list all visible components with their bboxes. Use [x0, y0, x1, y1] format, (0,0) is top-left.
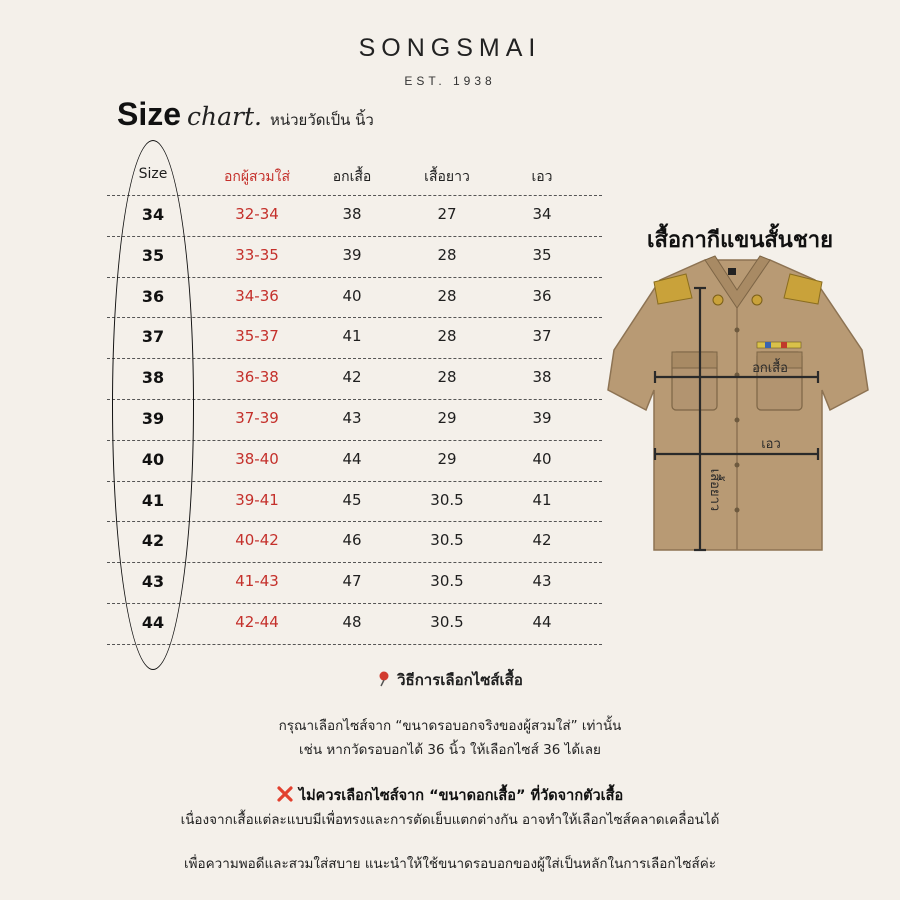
cell-length: 29 — [437, 449, 457, 468]
cell-size: 34 — [141, 205, 165, 224]
cell-length: 28 — [437, 245, 457, 264]
guide-line-3: เนื่องจากเสื้อแต่ละแบบมีเพื่อทรงและการตัดเย็บแตกต่างกัน อาจทำให้เลือกไซส์คลาดเคลื่อนได้ — [180, 812, 720, 828]
cell-size: 44 — [141, 613, 165, 632]
cell-length: 28 — [437, 286, 457, 305]
cell-size: 38 — [141, 368, 165, 388]
cell-size: 42 — [141, 531, 165, 551]
cell-fit: 35-37 — [235, 327, 279, 346]
brand-name: SONGSMAI — [358, 34, 542, 62]
header-chest: อกเสื้อ — [332, 169, 372, 185]
row-separator — [107, 644, 602, 645]
title-size: Size — [117, 96, 182, 132]
cell-chest: 43 — [342, 409, 362, 427]
cell-fit: 32-34 — [235, 205, 279, 223]
cell-chest: 44 — [342, 449, 362, 468]
guide-warning-text: ไม่ควรเลือกไซส์จาก “ขนาดอกเสื้อ” ที่วัดจากตัวเสื้อ — [298, 788, 624, 804]
brand-est: EST. 1938 — [404, 74, 496, 88]
cell-waist: 44 — [532, 613, 552, 631]
cell-fit: 36-38 — [235, 368, 279, 387]
cell-waist: 38 — [532, 368, 552, 387]
cell-waist: 37 — [532, 327, 552, 346]
guide-heading — [0, 668, 900, 692]
cell-waist: 34 — [532, 205, 552, 223]
header-fit: อกผู้สวมใส่ — [223, 169, 291, 185]
pushpin-icon — [377, 671, 391, 689]
cell-fit: 34-36 — [235, 286, 279, 305]
cell-chest: 48 — [342, 613, 362, 631]
cell-length: 30.5 — [430, 613, 464, 631]
cell-fit: 37-39 — [235, 409, 279, 427]
cell-chest: 45 — [342, 490, 362, 509]
cell-length: 28 — [437, 368, 457, 387]
cell-waist: 39 — [532, 409, 552, 427]
label-chest: อกเสื้อ — [752, 361, 788, 376]
size-column-highlight — [112, 140, 194, 670]
cell-chest: 41 — [342, 327, 362, 346]
guide-line-4: เพื่อความพอดีและสวมใส่สบาย แนะนำให้ใช้ขนาดรอบอกของผู้ใส่เป็นหลักในการเลือกไซส์ค่ะ — [184, 856, 716, 872]
cell-fit: 38-40 — [235, 449, 279, 468]
cell-size: 39 — [141, 409, 165, 428]
cell-fit: 41-43 — [235, 572, 279, 591]
cell-chest: 47 — [342, 572, 362, 591]
cell-size: 43 — [141, 572, 165, 592]
cell-fit: 42-44 — [235, 613, 279, 631]
title-chart: chart. — [187, 102, 262, 131]
cell-waist: 40 — [532, 449, 552, 468]
cell-chest: 46 — [342, 531, 362, 550]
cell-waist: 35 — [532, 245, 552, 264]
cell-length: 27 — [437, 205, 457, 223]
cross-mark-icon — [277, 786, 293, 804]
cell-size: 41 — [141, 490, 165, 510]
cell-chest: 42 — [342, 368, 362, 387]
cell-size: 36 — [141, 286, 165, 306]
cell-fit: 40-42 — [235, 531, 279, 550]
title-unit: หน่วยวัดเป็น นิ้ว — [269, 111, 374, 129]
cell-size: 37 — [141, 327, 165, 347]
header-size: Size — [138, 166, 168, 182]
table-row — [107, 603, 602, 643]
cell-waist: 43 — [532, 572, 552, 591]
cell-waist: 41 — [532, 490, 552, 509]
cell-chest: 39 — [342, 245, 362, 264]
guide-warning — [0, 784, 900, 807]
size-chart-title — [117, 96, 374, 136]
guide-line-2: เช่น หากวัดรอบอกได้ 36 นิ้ว ให้เลือกไซส์ 36 ได้เลย — [299, 742, 601, 758]
guide-heading-text: วิธีการเลือกไซส์เสื้อ — [397, 671, 523, 689]
header-length: เสื้อยาว — [424, 169, 470, 185]
cell-length: 29 — [437, 409, 457, 427]
cell-waist: 36 — [532, 286, 552, 305]
header-waist: เอว — [531, 169, 553, 185]
cell-chest: 38 — [342, 205, 362, 223]
guide-line-1: กรุณาเลือกไซส์จาก “ขนาดรอบอกจริงของผู้สวมใส่” เท่านั้น — [278, 718, 622, 734]
cell-size: 35 — [141, 245, 165, 265]
shirt-title: เสื้อกากีแขนสั้นชาย — [646, 228, 834, 253]
cell-chest: 40 — [342, 286, 362, 305]
cell-length: 28 — [437, 327, 457, 346]
cell-length: 30.5 — [430, 531, 464, 550]
cell-length: 30.5 — [430, 572, 464, 591]
shirt-body — [608, 256, 868, 550]
shirt-illustration — [600, 250, 875, 560]
label-length: เสื้อยาว — [707, 468, 722, 512]
label-waist: เอว — [761, 437, 781, 452]
cell-fit: 33-35 — [235, 245, 279, 264]
cell-size: 40 — [141, 449, 165, 469]
cell-fit: 39-41 — [235, 490, 279, 509]
cell-length: 30.5 — [430, 490, 464, 509]
cell-waist: 42 — [532, 531, 552, 550]
